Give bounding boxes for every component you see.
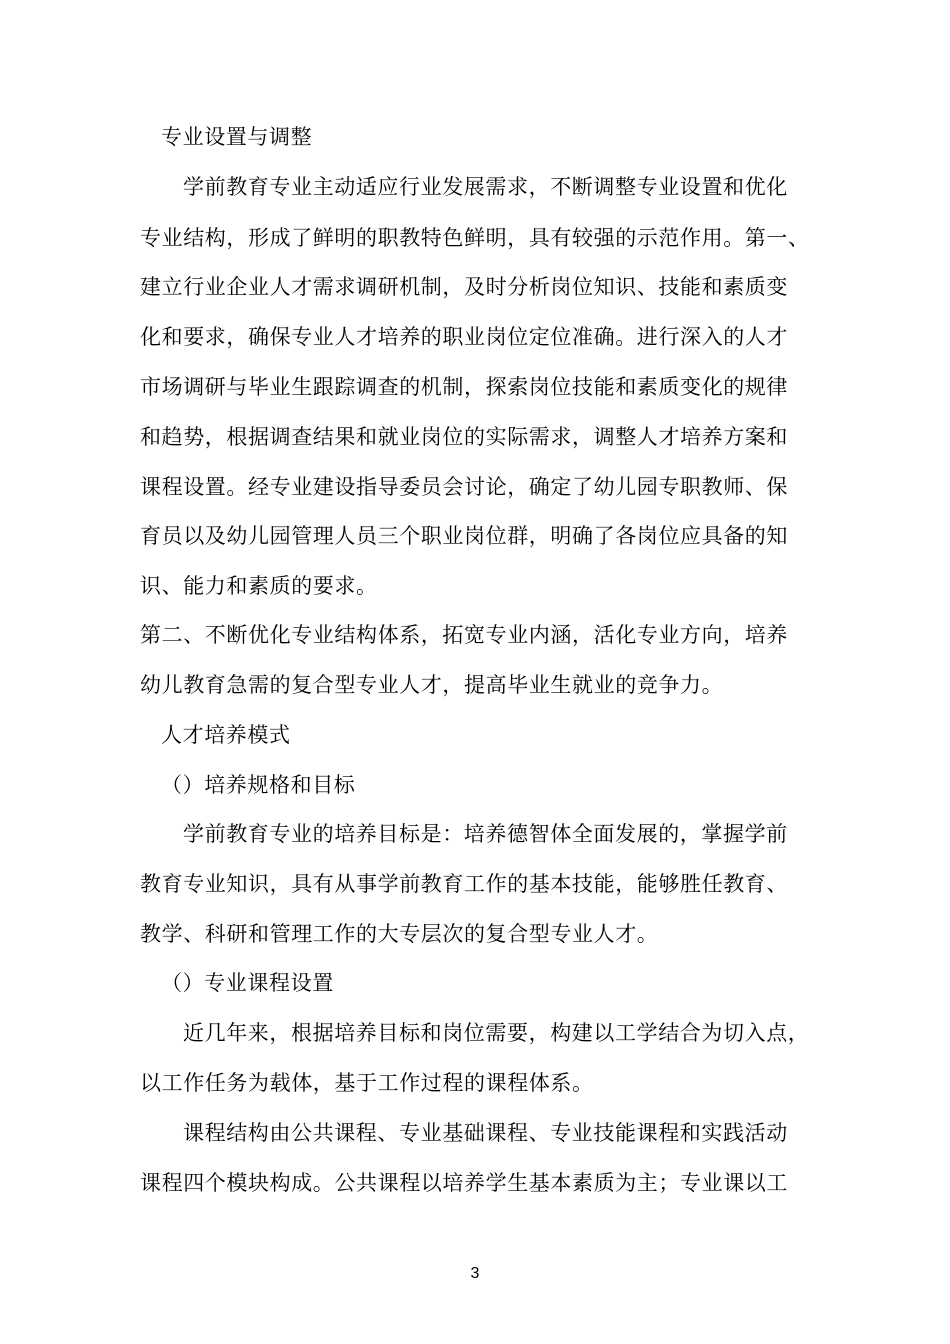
paragraph-line: 近几年来，根据培养目标和岗位需要，构建以工学结合为切入点， <box>183 1021 810 1045</box>
paragraph-line: 学前教育专业的培养目标是：培养德智体全面发展的，掌握学前 <box>183 822 788 846</box>
paragraph-line: 幼儿教育急需的复合型专业人才，提高毕业生就业的竞争力。 <box>140 673 724 697</box>
paragraph-line: 学前教育专业主动适应行业发展需求，不断调整专业设置和优化 <box>183 175 788 199</box>
subsection-heading-courses: （）专业课程设置 <box>161 971 334 995</box>
paragraph-line: 识、能力和素质的要求。 <box>140 574 378 598</box>
paragraph-line: 和趋势，根据调查结果和就业岗位的实际需求，调整人才培养方案和 <box>140 425 788 449</box>
paragraph-line: 专业结构，形成了鲜明的职教特色鲜明，具有较强的示范作用。第一、 <box>140 226 810 250</box>
section-heading-major-setup: 专业设置与调整 <box>161 125 313 149</box>
section-heading-training-model: 人才培养模式 <box>161 723 291 747</box>
paragraph-line: 教学、科研和管理工作的大专层次的复合型专业人才。 <box>140 922 659 946</box>
paragraph-line: 以工作任务为载体，基于工作过程的课程体系。 <box>140 1071 594 1095</box>
paragraph-line: 课程结构由公共课程、专业基础课程、专业技能课程和实践活动 <box>183 1121 788 1145</box>
paragraph-line: 建立行业企业人才需求调研机制，及时分析岗位知识、技能和素质变 <box>140 275 788 299</box>
paragraph-line: 第二、不断优化专业结构体系，拓宽专业内涵，活化专业方向，培养 <box>140 623 788 647</box>
paragraph-line: 教育专业知识，具有从事学前教育工作的基本技能，能够胜任教育、 <box>140 872 788 896</box>
paragraph-line: 市场调研与毕业生跟踪调查的机制，探索岗位技能和素质变化的规律 <box>140 375 788 399</box>
paragraph-line: 育员以及幼儿园管理人员三个职业岗位群，明确了各岗位应具备的知 <box>140 524 788 548</box>
paragraph-line: 课程设置。经专业建设指导委员会讨论，确定了幼儿园专职教师、保 <box>140 475 788 499</box>
page-number: 3 <box>470 1265 480 1282</box>
subsection-heading-goals: （）培养规格和目标 <box>161 773 356 797</box>
paragraph-line: 化和要求，确保专业人才培养的职业岗位定位准确。进行深入的人才 <box>140 325 788 349</box>
paragraph-line: 课程四个模块构成。公共课程以培养学生基本素质为主；专业课以工 <box>140 1171 788 1195</box>
